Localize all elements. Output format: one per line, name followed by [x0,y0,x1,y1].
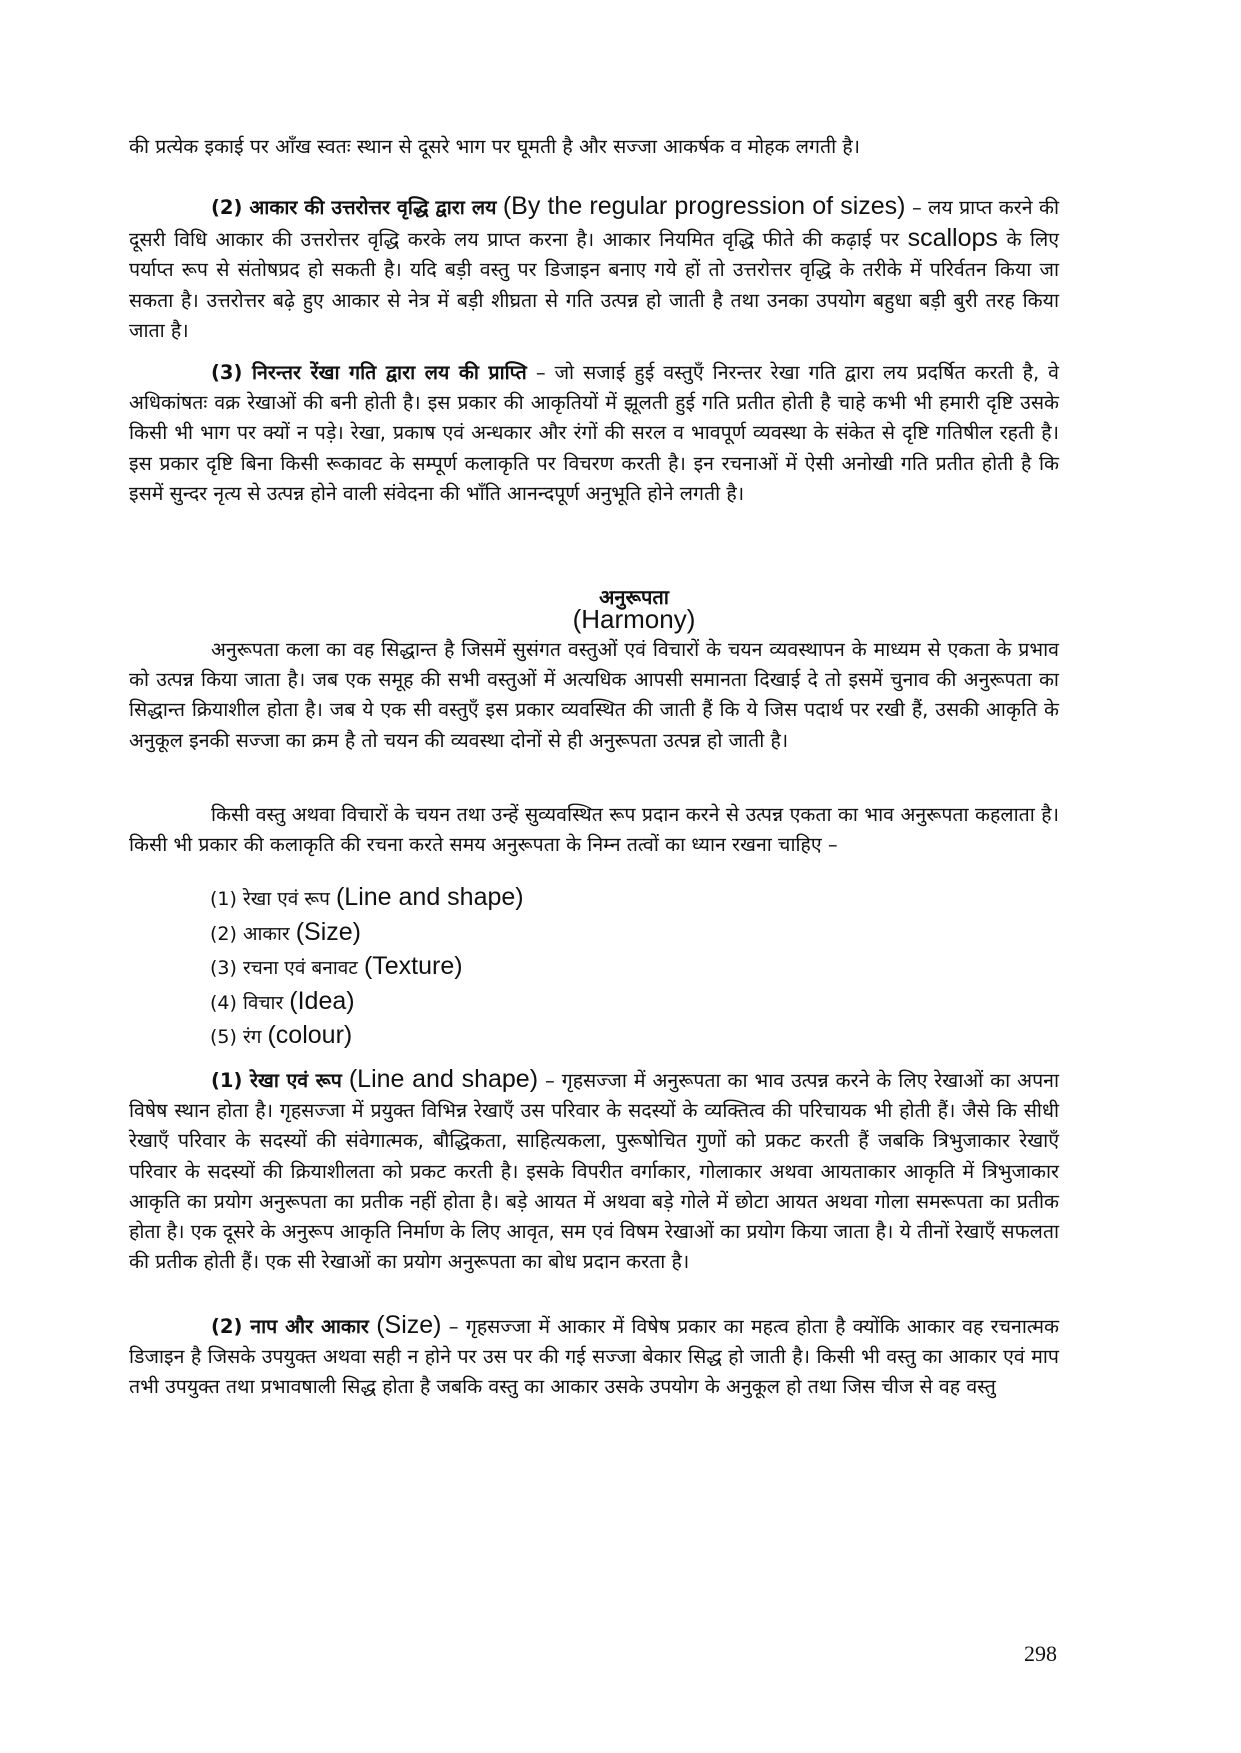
list-label: रंग [242,1026,262,1048]
list-number: (5) [210,1026,237,1048]
list-item [210,915,524,950]
paragraph-continuous-line [129,358,1059,509]
paragraph-text: – जो सजाई हुई वस्तुएँ निरन्तर रेखा गति द्वारा लय प्रदर्षित करती है, वे अधिकांषतः वक्र रेखाओं की बनी होती है। इस प्रकार की आकृतियों में झूलती हुई गति प्रतीत होती है चाहे कभी भी हमारी दृष्टि उसके किसी भी भाग पर क्यों न पड़े। रेखा, प्रकाष एवं अन्धकार और रंगों की सरल व भावपूर्ण व्यवस्था के संकेत से दृष्टि गतिषील रहती है। इस प्रकार दृष्टि बिना किसी रूकावट के सम्पूर्ण कलाकृति पर विचरण करती है। इन रचनाओं में ऐसी अनोखी गति प्रतीत होती है कि इसमें सुन्दर नृत्य से उत्पन्न होने वाली संवेदना की भाँति आनन्दपूर्ण अनुभूति होने लगती है। [129,361,1059,505]
list-number: (2) [210,922,237,945]
paragraph-text: – गृहसज्जा में अनुरूपता का भाव उत्पन्न करने के लिए रेखाओं का अपना विषेष स्थान होता है। गृहसज्जा में प्रयुक्त विभिन्न रेखाएँ उस परिवार के सदस्यों के व्यक्तित्व की परिचायक भी होती हैं। जैसे कि सीधी रेखाएँ परिवार के सदस्यों की संवेगात्मक, बौद्धिकता, साहित्यकला, पुरूषोचित गुणों को प्रकट करती हैं जबकि त्रिभुजाकार रेखाएँ परिवार के सदस्यों की क्रियाशीलता को प्रकट करती है। इसके विपरीत वर्गाकार, गोलाकार अथवा आयताकार आकृति में त्रिभुजाकार आकृति का प्रयोग अनुरूपता का प्रतीक नहीं होता है। बड़े आयत में अथवा बड़े गोले में छोटा आयत अथवा गोला समरूपता का प्रतीक होता है। एक दूसरे के अनुरूप आकृति निर्माण के लिए आवृत, सम एवं विषम रेखाओं का प्रयोग किया जाता है। ये तीनों रेखाएँ सफलता की प्रतीक होती हैं। एक सी रेखाओं का प्रयोग अनुरूपता का बोध प्रदान करता है। [129,1069,1060,1274]
section-heading-english: (Size) [376,1311,442,1339]
section-heading: (2) आकार की उत्तरोत्तर वृद्धि द्वारा लय [211,196,497,219]
paragraph-progression-of-sizes [129,191,1059,346]
list-label: रेखा एवं रूप [242,888,330,910]
harmony-elements-list [210,880,524,1053]
paragraph-harmony-definition [129,635,1059,756]
list-label: विचार [242,991,284,1014]
list-label-english: (colour) [267,1021,353,1049]
english-term: scallops [907,224,998,253]
paragraph-text: की प्रत्येक इकाई पर आँख स्वतः स्थान से दूसरे भाग पर घूमती है और सज्जा आकर्षक व मोहक लगती है। [129,135,861,158]
list-label: रचना एवं बनावट [242,957,358,979]
list-label-english: (Texture) [363,952,463,980]
section-heading: (3) निरन्तर रेंखा गति द्वारा लय की प्राप्ति [211,361,527,384]
list-item [210,984,524,1019]
paragraph-text: – लय प्राप्त करने की दूसरी विधि आकार की उत्तरोत्तर वृद्धि करके लय प्राप्त करना है। आकार नियमित वृद्धि फीते की कढ़ाई पर [129,196,1060,252]
paragraph-text: – गृहसज्जा में आकार में विषेष प्रकार का महत्व होता है क्योंकि आकार वह रचनात्मक डिजाइन है जिसके उपयुक्त अथवा सही न होने पर उस पर की गई सज्जा बेकार सिद्ध हो जाती है। किसी भी वस्तु का आकार एवं माप तभी उपयुक्त तथा प्रभावषाली सिद्ध होता है जबकि वस्तु का आकार उसके उपयोग के अनुकूल हो तथा जिस चीज से वह वस्तु [129,1315,1059,1399]
list-number: (3) [210,957,237,979]
paragraph-text: के लिए पर्याप्त रूप से संतोषप्रद हो सकती है। यदि बड़ी वस्तु पर डिजाइन बनाए गये हों तो उत्तरोत्तर वृद्धि के तरीके में परिर्वतन किया जा सकता है। उत्तरोत्तर बढ़े हुए आकार से नेत्र में बड़ी शीघ्रता से गति उत्पन्न हो जाती है तथा उनका उपयोग बहुधा बड़ी बुरी तरह किया जाता है। [129,228,1059,342]
section-heading-english: (Line and shape) [348,1065,539,1093]
paragraph-harmony-elements-intro [129,800,1059,860]
paragraph-size [129,1310,1059,1403]
paragraph-text: किसी वस्तु अथवा विचारों के चयन तथा उन्हें सुव्यवस्थित रूप प्रदान करने से उत्पन्न एकता का भाव अनुरूपता कहलाता है। किसी भी प्रकार की कलाकृति की रचना करते समय अनुरूपता के निम्न तत्वों का ध्यान रखना चाहिए – [129,803,1059,857]
section-heading: (1) रेखा एवं रूप [211,1069,342,1092]
paragraph-continuation [129,132,1059,162]
list-item [210,880,524,915]
list-number: (1) [210,888,237,910]
list-number: (4) [210,991,237,1014]
list-label-english: (Idea) [289,986,355,1015]
list-label-english: (Line and shape) [335,883,524,911]
paragraph-text: अनुरूपता कला का वह सिद्धान्त है जिसमें सुसंगत वस्तुओं एवं विचारों के चयन व्यवस्थापन के माध्यम से एकता के प्रभाव को उत्पन्न किया जाता है। जब एक समूह की सभी वस्तुओं में अत्यधिक आपसी समानता दिखाई दे तो इसमें चुनाव की अनुरूपता का सिद्धान्त क्रियाशील होता है। जब ये एक सी वस्तुएँ इस प्रकार व्यवस्थित की जाती हैं कि ये जिस पदार्थ पर रखी हैं, उसकी आकृति के अनुकूल इनकी सज्जा का क्रम है तो चयन की व्यवस्था दोनों से ही अनुरूपता उत्पन्न हो जाती है। [129,638,1059,752]
paragraph-line-and-shape [129,1064,1059,1277]
list-item [210,949,524,984]
page-number: 298 [1024,1641,1057,1666]
list-label: आकार [242,922,290,945]
list-label-english: (Size) [295,917,362,946]
harmony-heading-english: (Harmony) [572,604,696,634]
section-heading-english: (By the regular progression of sizes) [502,192,906,220]
list-item [210,1018,524,1053]
harmony-heading-hindi: अनुरूपता [599,585,669,609]
section-heading: (2) नाप और आकार [211,1315,369,1338]
